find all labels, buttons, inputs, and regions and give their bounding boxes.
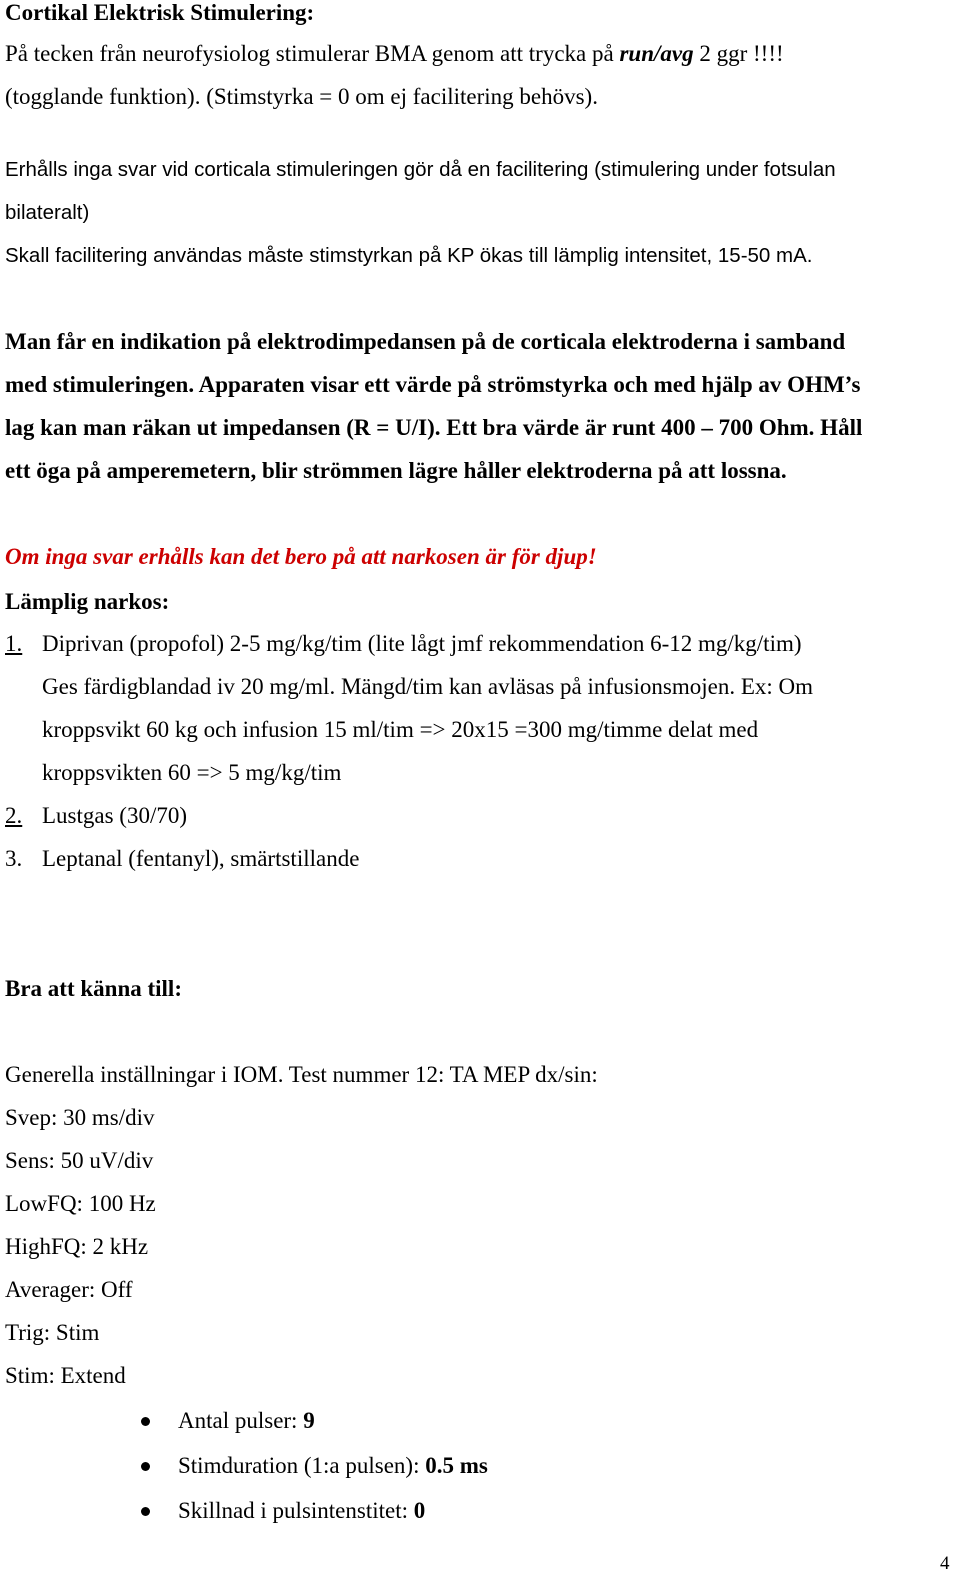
section-heading: Cortikal Elektrisk Stimulering: xyxy=(5,0,315,25)
bullet-label: Stimduration (1:a pulsen): xyxy=(178,1453,426,1478)
warning-text: Om inga svar erhålls kan det bero på att narkosen är för djup! xyxy=(5,544,597,569)
bullet-value: 0 xyxy=(413,1498,426,1523)
bullet-label: Antal pulser: xyxy=(178,1408,304,1433)
intro-line-1 xyxy=(5,40,784,68)
impedance-line-1: Man får en indikation på elektrodimpedansen på de corticala elektroderna i samband xyxy=(5,329,846,354)
setting-trig: Trig: Stim xyxy=(5,1320,100,1345)
bullet-value: 9 xyxy=(303,1408,315,1433)
intro-text: På tecken från neurofysiolog stimulerar BMA genom att trycka på xyxy=(5,41,620,66)
intro-line-2: (togglande funktion). (Stimstyrka = 0 om ej facilitering behövs). xyxy=(5,84,598,109)
impedance-line-2: med stimuleringen. Apparaten visar ett värde på strömstyrka och med hjälp av OHM’s xyxy=(5,372,861,397)
setting-svep: Svep: 30 ms/div xyxy=(5,1105,155,1130)
impedance-line-3: lag kan man räkan ut impedansen (R = U/I). Ett bra värde är runt 400 – 700 Ohm. Håll xyxy=(5,415,863,440)
setting-highfq: HighFQ: 2 kHz xyxy=(5,1234,149,1259)
setting-averager: Averager: Off xyxy=(5,1277,133,1302)
list-item-3-text: Leptanal (fentanyl), smärtstillande xyxy=(42,846,360,871)
bullet-value: 0.5 ms xyxy=(425,1453,488,1478)
list-item-1-line-2: Ges färdigblandad iv 20 mg/ml. Mängd/tim kan avläsas på infusionsmojen. Ex: Om xyxy=(42,674,814,699)
bullet-icon xyxy=(141,1507,150,1516)
list-item-1-line-3: kroppsvikt 60 kg och infusion 15 ml/tim => 20x15 =300 mg/timme delat med xyxy=(42,717,759,742)
bullet-label: Skillnad i pulsintenstitet: xyxy=(178,1498,414,1523)
run-avg-label: run/avg xyxy=(619,41,694,66)
facilitering-line-3: Skall facilitering användas måste stimstyrkan på KP ökas till lämplig intensitet, 15-50 mA. xyxy=(5,244,813,267)
facilitering-line-1: Erhålls inga svar vid corticala stimuleringen gör då en facilitering (stimulering under fotsulan xyxy=(5,158,836,181)
list-item-2-text: Lustgas (30/70) xyxy=(42,803,188,828)
bullet-item-stimduration xyxy=(178,1452,488,1480)
narkos-title: Lämplig narkos: xyxy=(5,589,170,614)
setting-sens: Sens: 50 uV/div xyxy=(5,1148,154,1173)
setting-stim: Stim: Extend xyxy=(5,1363,126,1388)
bullet-item-pulser xyxy=(178,1407,315,1435)
bullet-icon xyxy=(141,1462,150,1471)
facilitering-line-2: bilateralt) xyxy=(5,201,90,224)
list-item-3-number: 3. xyxy=(5,846,23,871)
bra-title: Bra att känna till: xyxy=(5,976,182,1001)
list-item-1-line-1: Diprivan (propofol) 2-5 mg/kg/tim (lite lågt jmf rekommendation 6-12 mg/kg/tim) xyxy=(42,631,802,656)
list-item-1-number: 1. xyxy=(5,631,23,656)
impedance-line-4: ett öga på amperemetern, blir strömmen lägre håller elektroderna på att lossna. xyxy=(5,458,787,483)
setting-lowfq: LowFQ: 100 Hz xyxy=(5,1191,156,1216)
settings-intro: Generella inställningar i IOM. Test nummer 12: TA MEP dx/sin: xyxy=(5,1062,598,1087)
list-item-2-number: 2. xyxy=(5,803,23,828)
page-number: 4 xyxy=(940,1553,950,1574)
intro-repeat: 2 ggr !!!! xyxy=(693,41,784,66)
list-item-1-line-4: kroppsvikten 60 => 5 mg/kg/tim xyxy=(42,760,342,785)
bullet-icon xyxy=(141,1417,150,1426)
bullet-item-skillnad xyxy=(178,1497,425,1525)
